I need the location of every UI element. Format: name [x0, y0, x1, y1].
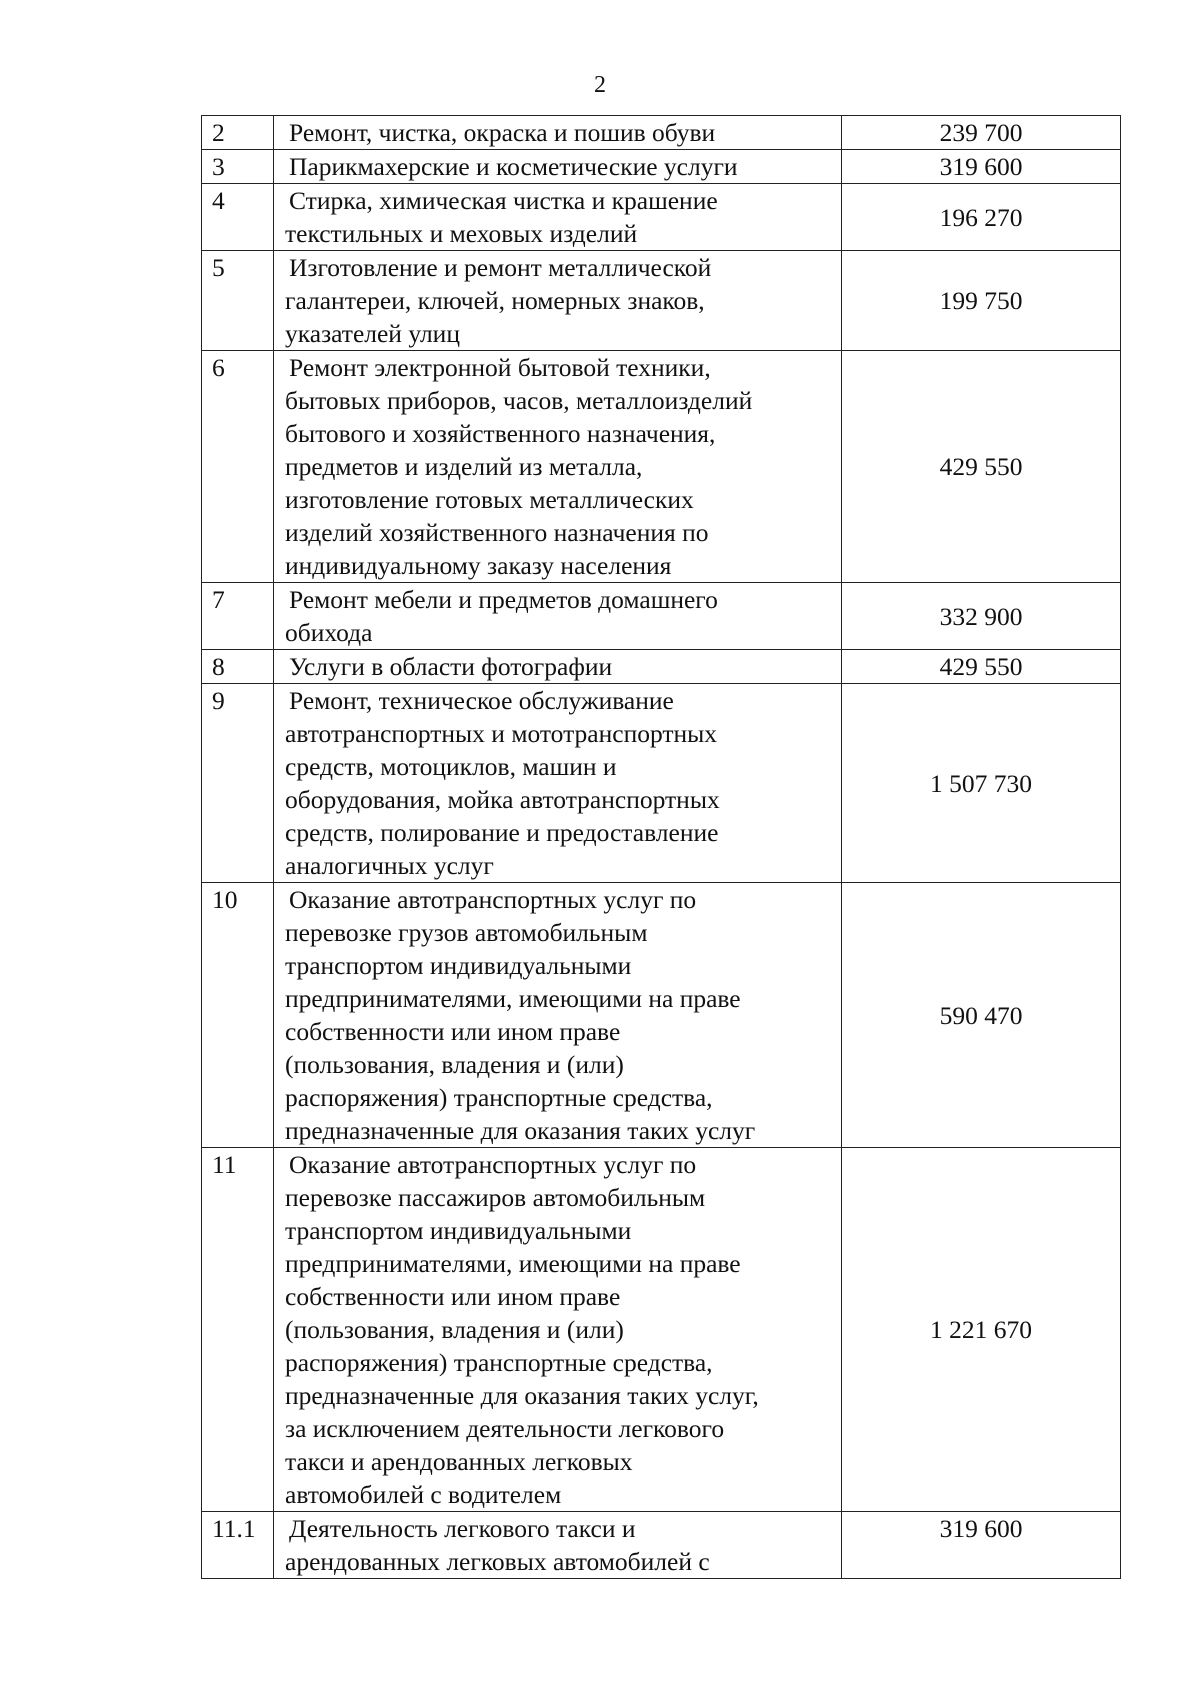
service-name-cell	[274, 684, 842, 883]
service-name-cell	[274, 116, 842, 150]
amount-cell: 429 550	[842, 650, 1121, 684]
row-number-cell: 11	[202, 1148, 274, 1512]
service-name-text: Стирка, химическая чистка и крашение текстильных и меховых изделий	[285, 186, 718, 248]
service-name-cell	[274, 583, 842, 650]
row-number-cell: 8	[202, 650, 274, 684]
row-number-cell: 4	[202, 184, 274, 251]
service-name-text: Оказание автотранспортных услуг по перевозке пассажиров автомобильным транспортом индивидуальными предпринимателями, имеющими на праве собственности или ином праве (пользования, владения и (или) распоряжения) транспортные средства, предназначенные для оказания таких услуг, за исключением деятельности легкового такси и арендованных легковых автомобилей с водителем	[285, 1150, 759, 1509]
service-name-cell	[274, 1512, 842, 1579]
service-name-cell	[274, 883, 842, 1148]
amount-cell: 319 600	[842, 150, 1121, 184]
table-row	[202, 184, 1121, 251]
table-row	[202, 1148, 1121, 1512]
amount-cell: 1 221 670	[842, 1148, 1121, 1512]
page-number: 2	[594, 72, 606, 98]
table-row	[202, 150, 1121, 184]
service-name-text: Изготовление и ремонт металлической галантереи, ключей, номерных знаков, указателей улиц	[285, 253, 712, 348]
amount-cell: 1 507 730	[842, 684, 1121, 883]
table-body	[202, 116, 1121, 1579]
amount-cell: 332 900	[842, 583, 1121, 650]
service-name-text: Ремонт, техническое обслуживание автотранспортных и мототранспортных средств, мотоциклов, машин и оборудования, мойка автотранспортных средств, полирование и предоставление аналогичных услуг	[285, 686, 720, 880]
tariff-table	[201, 115, 1121, 1579]
amount-cell: 239 700	[842, 116, 1121, 150]
service-name-text: Деятельность легкового такси и арендованных легковых автомобилей с	[285, 1514, 710, 1576]
row-number-cell: 5	[202, 251, 274, 351]
amount-cell: 196 270	[842, 184, 1121, 251]
service-name-text: Парикмахерские и косметические услуги	[289, 152, 738, 181]
table-row	[202, 116, 1121, 150]
service-name-text: Оказание автотранспортных услуг по перевозке грузов автомобильным транспортом индивидуальными предпринимателями, имеющими на праве собственности или ином праве (пользования, владения и (или) распоряжения) транспортные средства, предназначенные для оказания таких услуг	[285, 885, 756, 1145]
row-number-cell: 11.1	[202, 1512, 274, 1579]
table-row	[202, 351, 1121, 583]
service-name-cell	[274, 1148, 842, 1512]
amount-cell: 590 470	[842, 883, 1121, 1148]
table-row	[202, 883, 1121, 1148]
service-name-cell	[274, 650, 842, 684]
service-name-text: Ремонт, чистка, окраска и пошив обуви	[289, 118, 716, 147]
row-number-cell: 9	[202, 684, 274, 883]
service-name-cell	[274, 251, 842, 351]
row-number-cell: 7	[202, 583, 274, 650]
service-name-cell	[274, 184, 842, 251]
table-row	[202, 583, 1121, 650]
service-name-text: Услуги в области фотографии	[289, 652, 613, 681]
service-name-text: Ремонт электронной бытовой техники, бытовых приборов, часов, металлоизделий бытового и хозяйственного назначения, предметов и изделий из металла, изготовление готовых металлических изделий хозяйственного назначения по индивидуальному заказу населения	[285, 353, 753, 580]
row-number-cell: 2	[202, 116, 274, 150]
row-number-cell: 3	[202, 150, 274, 184]
row-number-cell: 6	[202, 351, 274, 583]
table-row	[202, 251, 1121, 351]
table-row	[202, 650, 1121, 684]
service-name-text: Ремонт мебели и предметов домашнего обихода	[285, 585, 718, 647]
amount-cell: 429 550	[842, 351, 1121, 583]
service-name-cell	[274, 351, 842, 583]
row-number-cell: 10	[202, 883, 274, 1148]
amount-cell: 199 750	[842, 251, 1121, 351]
amount-cell: 319 600	[842, 1512, 1121, 1579]
table-row	[202, 684, 1121, 883]
table-row	[202, 1512, 1121, 1579]
service-name-cell	[274, 150, 842, 184]
